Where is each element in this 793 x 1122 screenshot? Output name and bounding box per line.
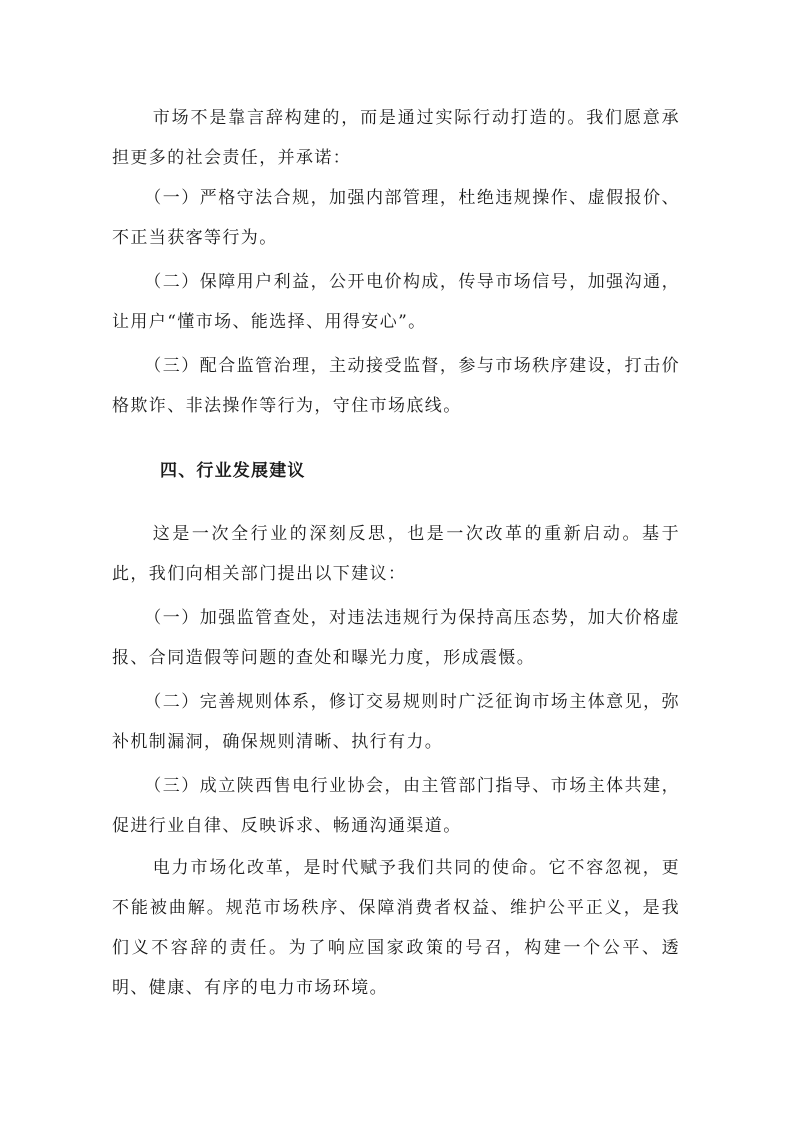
section-heading: 四、行业发展建议 (160, 461, 306, 481)
paragraph-commitment-2: （二）保障用户利益，公开电价构成，传导市场信号，加强沟通，让用户“懂市场、能选择、用得安心”。 (112, 272, 680, 332)
paragraph-suggestion-intro: 这是一次全行业的深刻反思，也是一次改革的重新启动。基于此，我们向相关部门提出以下建议： (112, 524, 680, 584)
paragraph-commitment-1: （一）严格守法合规，加强内部管理，杜绝违规操作、虚假报价、不正当获客等行为。 (112, 188, 680, 248)
paragraph-commitment-3: （三）配合监管治理，主动接受监督，参与市场秩序建设，打击价格欺诈、非法操作等行为，守住市场底线。 (112, 356, 680, 416)
paragraph-conclusion: 电力市场化改革，是时代赋予我们共同的使命。它不容忽视，更不能被曲解。规范市场秩序、保障消费者权益、维护公平正义，是我们义不容辞的责任。为了响应国家政策的号召，构建一个公平、透明、健康、有序的电力市场环境。 (112, 858, 680, 998)
paragraph-suggestion-2: （二）完善规则体系，修订交易规则时广泛征询市场主体意见，弥补机制漏洞，确保规则清晰、执行有力。 (112, 692, 680, 752)
paragraph-commitment-intro: 市场不是靠言辞构建的，而是通过实际行动打造的。我们愿意承担更多的社会责任，并承诺： (112, 108, 680, 168)
paragraph-suggestion-3: （三）成立陕西售电行业协会，由主管部门指导、市场主体共建，促进行业自律、反映诉求、畅通沟通渠道。 (112, 776, 680, 836)
paragraph-suggestion-1: （一）加强监管查处，对违法违规行为保持高压态势，加大价格虚报、合同造假等问题的查处和曝光力度，形成震慑。 (112, 608, 680, 668)
